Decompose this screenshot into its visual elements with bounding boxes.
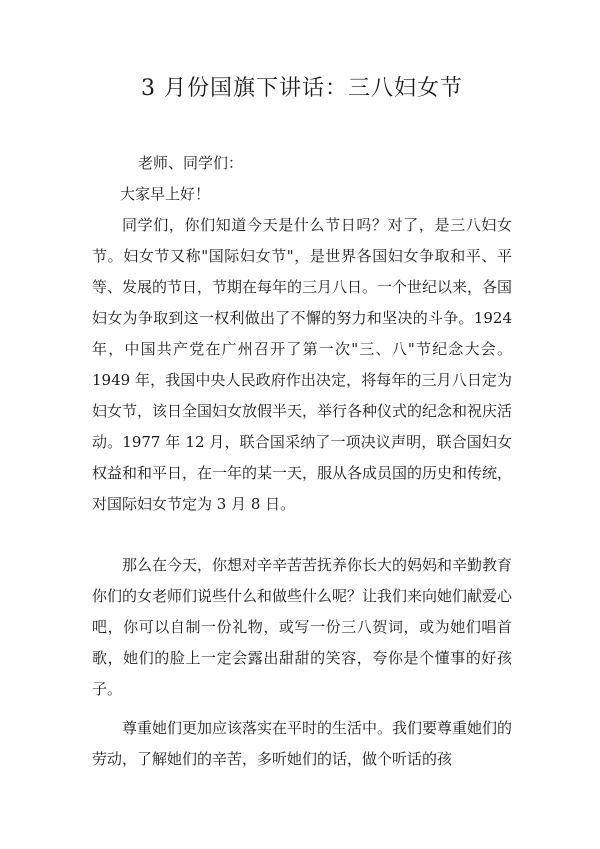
paragraph-history: 同学们，你们知道今天是什么节日吗？对了，是三八妇女节。妇女节又称"国际妇女节"，是世界各国妇女争取和平、平等、发展的节日，节期在每年的三月八日。一个世纪以来，各国妇女为争取到这一权利做出了不懈的努力和坚决的斗争。1924 年，中国共产党在广州召开了第一次"三、八"节纪念大会。1949 年，我国中央人民政府作出决定，将每年的三月八日定为妇女节，该日全国妇女放假半天，举行各种仪式的纪念和祝庆活动。1977 年 12 月，联合国采纳了一项决议声明，联合国妇女权益和和平日，在一年的某一天，服从各成员国的历史和传统，对国际妇女节定为 3 月 8 日。 [92,216,513,513]
paragraph-respect: 尊重她们更加应该落实在平时的生活中。我们要尊重她们的劳动，了解她们的辛苦，多听她们的话，做个听话的孩 [92,719,513,768]
paragraph-gratitude: 那么在今天，你想对辛辛苦苦抚养你长大的妈妈和辛勤教育你们的女老师们说些什么和做些什么呢？让我们来向她们献爱心吧，你可以自制一份礼物，或写一份三八贺词，或为她们唱首歌，她们的脸上一定会露出甜甜的笑容，夸你是个懂事的好孩子。 [92,556,513,698]
salutation-line: 老师、同学们： [138,154,244,172]
document-page [92,0,512,775]
greeting-line: 大家早上好！ [120,185,211,203]
document-title: 3 月份国旗下讲话：三八妇女节 [141,76,463,101]
